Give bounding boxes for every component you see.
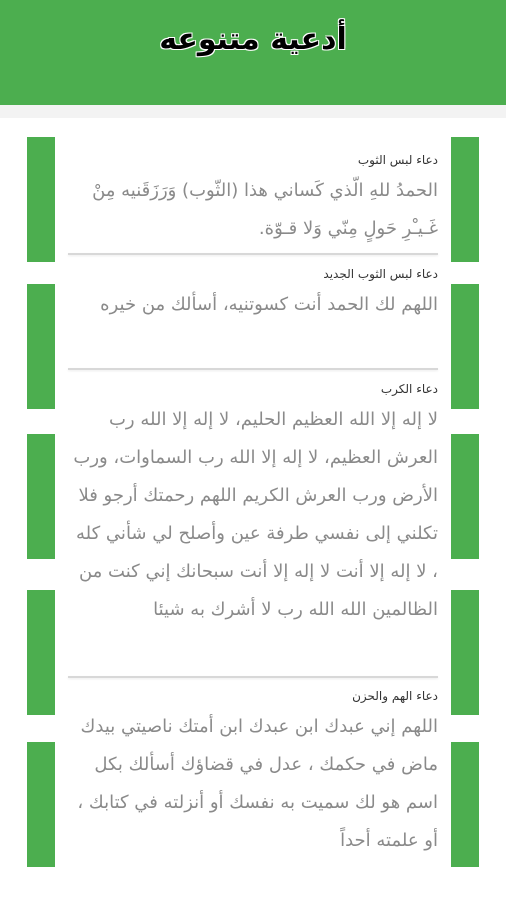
side-bar-left	[27, 137, 55, 262]
side-bar-left	[27, 590, 55, 715]
dua-title: دعاء لبس الثوب الجديد	[323, 267, 438, 281]
dua-card[interactable]	[66, 266, 438, 324]
side-bar-right	[451, 742, 479, 867]
page-title: أدعية متنوعه	[159, 22, 347, 57]
dua-text: الحمدُ للهِ الّذي كَساني هذا (الثّوب) وَرَزَقَنيه مِنْ غَـيـْرِ حَولٍ مِنّي وَلا قـوّة.	[92, 180, 438, 239]
side-bar-right	[451, 434, 479, 559]
dua-title: دعاء لبس الثوب	[357, 153, 438, 167]
dua-text: اللهم إني عبدك ابن عبدك ابن أمتك ناصيتي بيدك ماض في حكمك ، عدل في قضاؤك أسألك بكل اسم هو لك سميت به نفسك أو أنزلته في كتابك ، أو علمته أحداً	[77, 716, 438, 851]
dua-title: دعاء الهم والحزن	[352, 689, 438, 703]
app-header	[0, 0, 506, 105]
dua-text: اللهم لك الحمد أنت كسوتنيه، أسألك من خيره	[100, 294, 438, 315]
divider	[68, 676, 438, 678]
dua-card[interactable]	[66, 152, 438, 248]
side-bar-right	[451, 590, 479, 715]
dua-card[interactable]	[66, 688, 438, 860]
side-bar-right	[451, 284, 479, 409]
dua-title: دعاء الكرب	[380, 382, 438, 396]
dua-card[interactable]	[66, 381, 438, 629]
side-bar-left	[27, 434, 55, 559]
divider	[68, 253, 438, 255]
side-bar-left	[27, 742, 55, 867]
side-bar-right	[451, 137, 479, 262]
dua-text: لا إله إلا الله العظيم الحليم، لا إله إلا الله رب العرش العظيم، لا إله إلا الله رب السماوات، ورب الأرض ورب العرش الكريم اللهم رحمتك أرجو فلا تكلني إلى نفسي طرفة عين وأصلح لي شأني كله ، لا إله إلا أنت لا إله إلا أنت سبحانك إني كنت من الظالمين الله الله رب لا أشرك به شيئا	[73, 409, 438, 620]
divider	[68, 368, 438, 370]
side-bar-left	[27, 284, 55, 409]
